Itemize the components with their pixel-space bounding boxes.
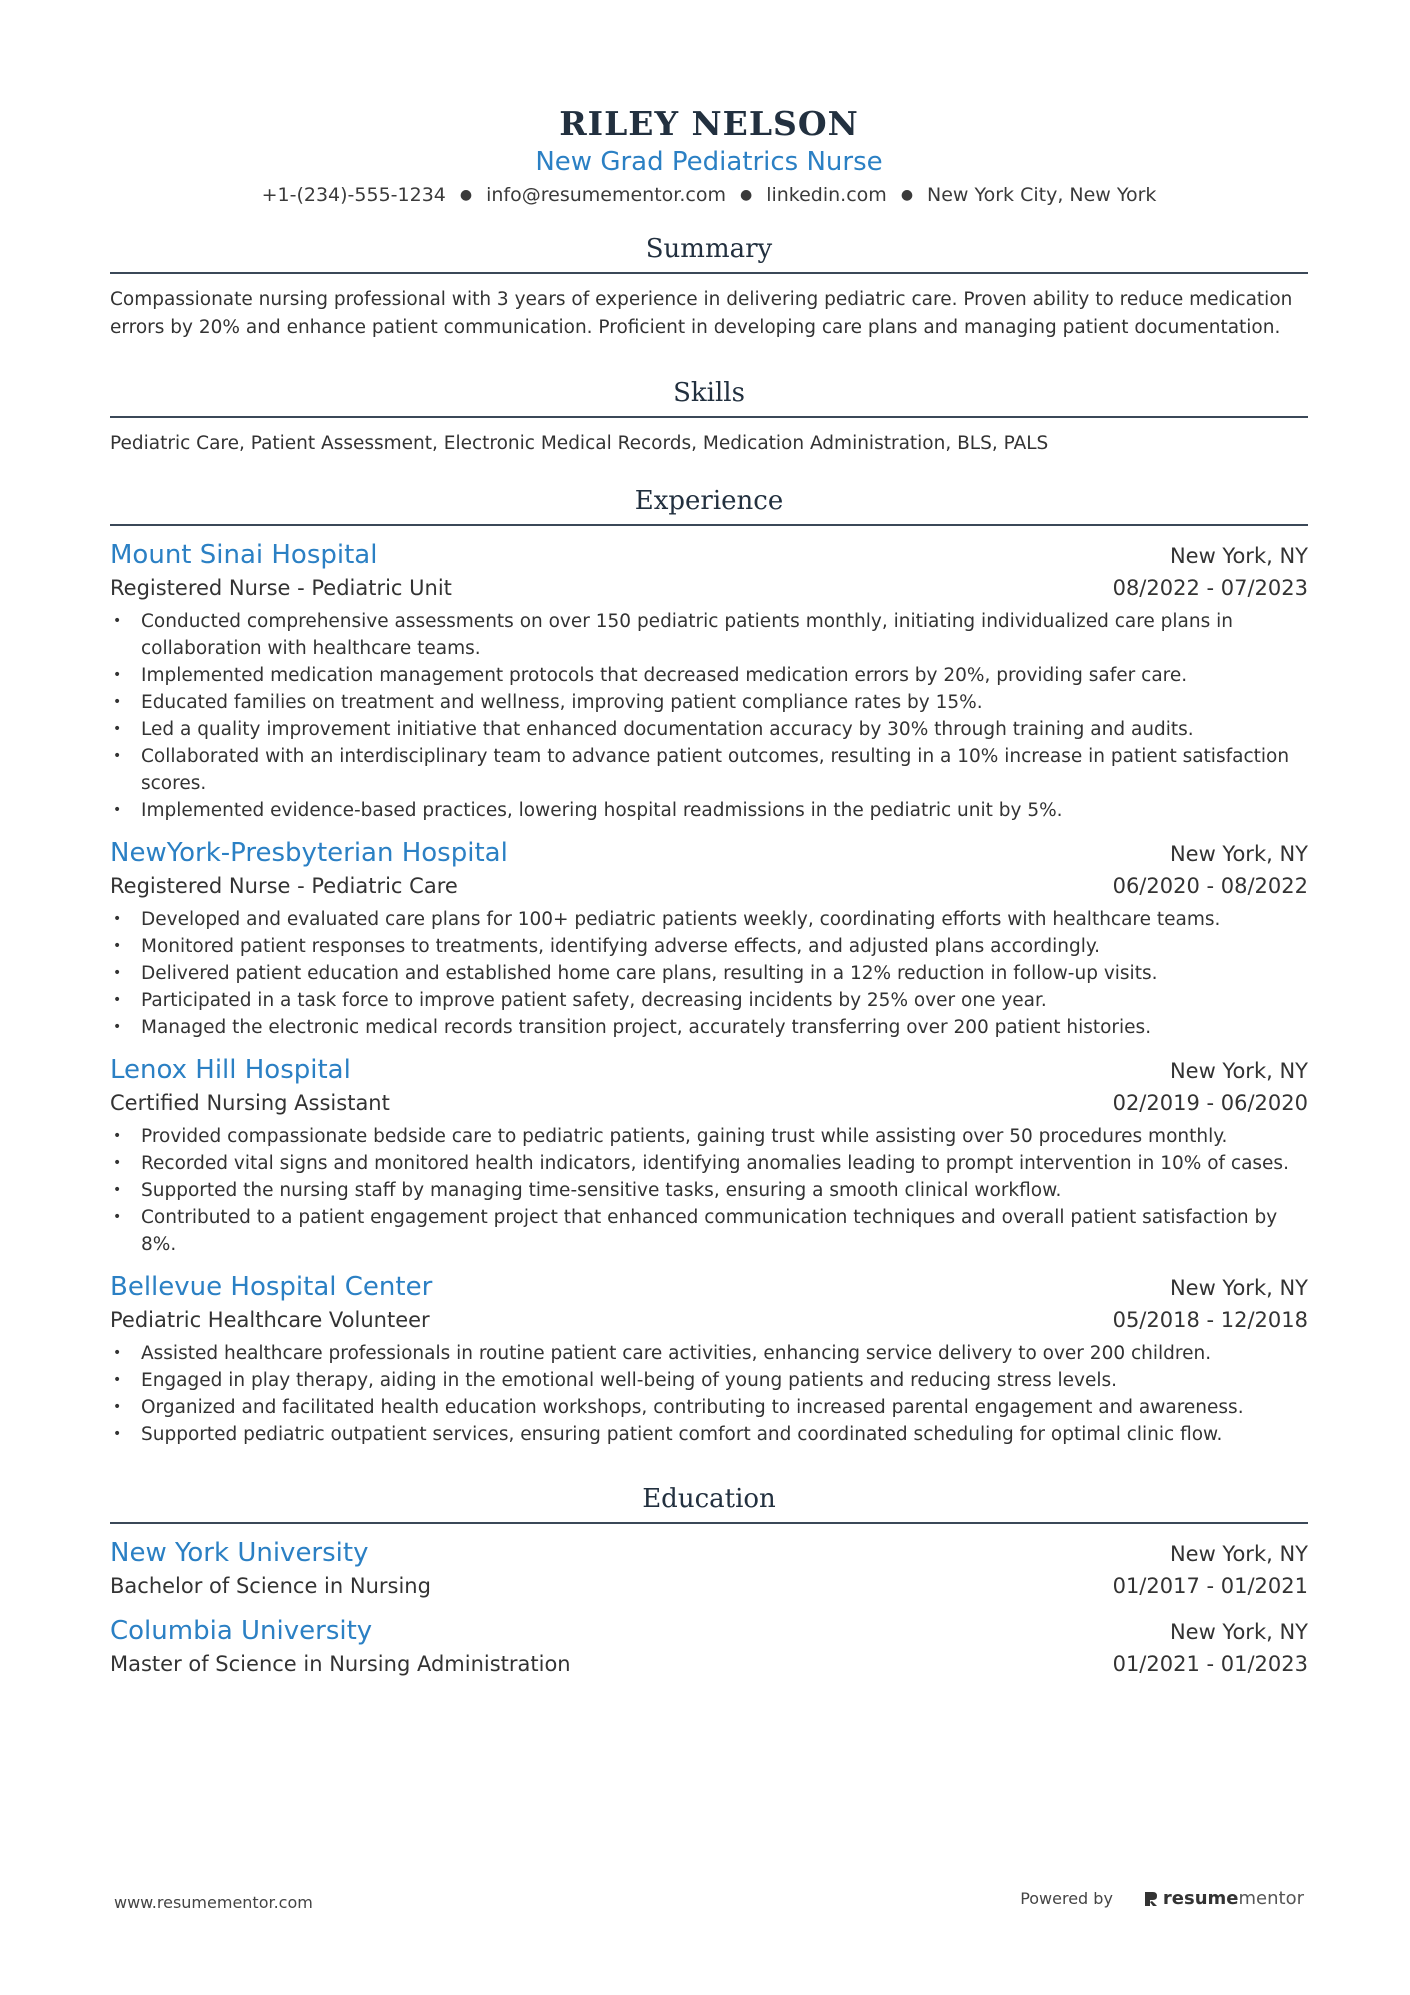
bullet-icon: • [113,802,122,818]
list-item: • Implemented evidence-based practices, lowering hospital readmissions in the pediatric unit by 5%. [110,797,1308,824]
list-item: • Implemented medication management protocols that decreased medication errors by 20%, providing safer care. [110,662,1308,689]
bullet-icon: • [113,667,122,683]
list-item: • Participated in a task force to improve patient safety, decreasing incidents by 25% over one year. [110,987,1308,1014]
list-item: • Developed and evaluated care plans for 100+ pediatric patients weekly, coordinating efforts with healthcare teams. [110,906,1308,933]
footer-website[interactable]: www.resumementor.com [114,1893,313,1912]
separator-dot-icon: ● [739,187,753,203]
job-entry [110,538,1308,824]
job-bullets [110,1123,1308,1258]
job-role: Certified Nursing Assistant [110,1091,390,1115]
job-location: New York, NY [1169,842,1308,866]
school-dates: 01/2021 - 01/2023 [1112,1652,1308,1676]
bullet-icon: • [113,911,122,927]
education-section [110,1482,1308,1680]
job-role: Registered Nurse - Pediatric Unit [110,576,452,600]
list-item: • Provided compassionate bedside care to pediatric patients, gaining trust while assisting over 50 procedures monthly. [110,1123,1308,1150]
education-heading: Education [110,1482,1308,1524]
job-role: Registered Nurse - Pediatric Care [110,874,458,898]
bullet-icon: • [113,613,122,629]
separator-dot-icon: ● [459,187,473,203]
school-location: New York, NY [1169,1542,1308,1566]
resume-header [110,104,1308,208]
powered-by-label: Powered by [1020,1889,1113,1908]
job-entry [110,1270,1308,1448]
bullet-icon: • [113,1209,122,1225]
list-item: • Conducted comprehensive assessments on over 150 pediatric patients monthly, initiating individualized care plans in collaboration with healthcare teams. [110,608,1308,662]
job-dates: 05/2018 - 12/2018 [1112,1308,1308,1332]
contact-location: New York City, New York [927,184,1157,206]
job-dates: 06/2020 - 08/2022 [1112,874,1308,898]
job-dates: 08/2022 - 07/2023 [1112,576,1308,600]
bullet-icon: • [113,748,122,764]
job-bullets [110,1340,1308,1448]
summary-heading: Summary [110,232,1308,274]
job-bullets [110,906,1308,1041]
job-employer: Bellevue Hospital Center [110,1272,433,1302]
job-location: New York, NY [1169,1059,1308,1083]
resume-content [110,104,1308,1680]
list-item: • Organized and facilitated health education workshops, contributing to increased parental engagement and awareness. [110,1394,1308,1421]
bullet-icon: • [113,1399,122,1415]
list-item: • Assisted healthcare professionals in routine patient care activities, enhancing service delivery to over 200 children. [110,1340,1308,1367]
school-degree: Bachelor of Science in Nursing [110,1574,431,1598]
contact-line [110,182,1308,208]
list-item: • Contributed to a patient engagement project that enhanced communication techniques and overall patient satisfaction by 8%. [110,1204,1308,1258]
footer-powered-by [1020,1888,1304,1909]
job-entry [110,836,1308,1041]
bullet-icon: • [113,992,122,1008]
school-location: New York, NY [1169,1620,1308,1644]
bullet-icon: • [113,938,122,954]
school-dates: 01/2017 - 01/2021 [1112,1574,1308,1598]
list-item: • Managed the electronic medical records transition project, accurately transferring over 200 patient histories. [110,1014,1308,1041]
bullet-icon: • [113,1128,122,1144]
school-entry [110,1614,1308,1680]
bullet-icon: • [113,1372,122,1388]
resumementor-logo-icon [1143,1890,1159,1908]
school-degree: Master of Science in Nursing Administration [110,1652,571,1676]
job-employer: Lenox Hill Hospital [110,1055,351,1085]
bullet-icon: • [113,1019,122,1035]
brand-light-text: mentor [1238,1888,1304,1909]
job-role: Pediatric Healthcare Volunteer [110,1308,430,1332]
school-name: New York University [110,1538,369,1568]
experience-heading: Experience [110,484,1308,526]
list-item: • Recorded vital signs and monitored health indicators, identifying anomalies leading to prompt intervention in 10% of cases. [110,1150,1308,1177]
contact-email[interactable]: info@resumementor.com [486,184,726,206]
job-employer: NewYork-Presbyterian Hospital [110,838,508,868]
bullet-icon: • [113,721,122,737]
bullet-icon: • [113,1426,122,1442]
list-item: • Monitored patient responses to treatments, identifying adverse effects, and adjusted plans accordingly. [110,933,1308,960]
bullet-icon: • [113,1345,122,1361]
contact-phone: +1-(234)-555-1234 [261,184,446,206]
job-location: New York, NY [1169,544,1308,568]
summary-section [110,232,1308,342]
list-item: • Delivered patient education and established home care plans, resulting in a 12% reduction in follow-up visits. [110,960,1308,987]
experience-section [110,484,1308,1448]
school-entry [110,1536,1308,1602]
list-item: • Supported the nursing staff by managing time-sensitive tasks, ensuring a smooth clinical workflow. [110,1177,1308,1204]
job-dates: 02/2019 - 06/2020 [1112,1091,1308,1115]
skills-section [110,376,1308,458]
list-item: • Collaborated with an interdisciplinary team to advance patient outcomes, resulting in a 10% increase in patient satisfaction scores. [110,743,1308,797]
list-item: • Supported pediatric outpatient services, ensuring patient comfort and coordinated scheduling for optimal clinic flow. [110,1421,1308,1448]
candidate-title: New Grad Pediatrics Nurse [535,147,883,177]
separator-dot-icon: ● [900,187,914,203]
skills-text: Pediatric Care, Patient Assessment, Electronic Medical Records, Medication Administration, BLS, PALS [110,433,1049,454]
summary-text: Compassionate nursing professional with 3 years of experience in delivering pediatric care. Proven ability to reduce medication errors by 20% and enhance patient communication. Proficient in developing care plans and managing patient documentation. [110,289,1293,338]
bullet-icon: • [113,965,122,981]
job-entry [110,1053,1308,1258]
list-item: • Led a quality improvement initiative that enhanced documentation accuracy by 30% through training and audits. [110,716,1308,743]
bullet-icon: • [113,1155,122,1171]
skills-heading: Skills [110,376,1308,418]
list-item: • Engaged in play therapy, aiding in the emotional well-being of young patients and reducing stress levels. [110,1367,1308,1394]
bullet-icon: • [113,1182,122,1198]
list-item: • Educated families on treatment and wellness, improving patient compliance rates by 15%. [110,689,1308,716]
job-bullets [110,608,1308,824]
brand-logo[interactable] [1143,1888,1304,1909]
school-name: Columbia University [110,1616,373,1646]
bullet-icon: • [113,694,122,710]
candidate-name: RILEY NELSON [559,104,859,143]
brand-bold-text: resume [1162,1888,1239,1909]
contact-linkedin[interactable]: linkedin.com [766,184,887,206]
job-location: New York, NY [1169,1276,1308,1300]
job-employer: Mount Sinai Hospital [110,540,378,570]
